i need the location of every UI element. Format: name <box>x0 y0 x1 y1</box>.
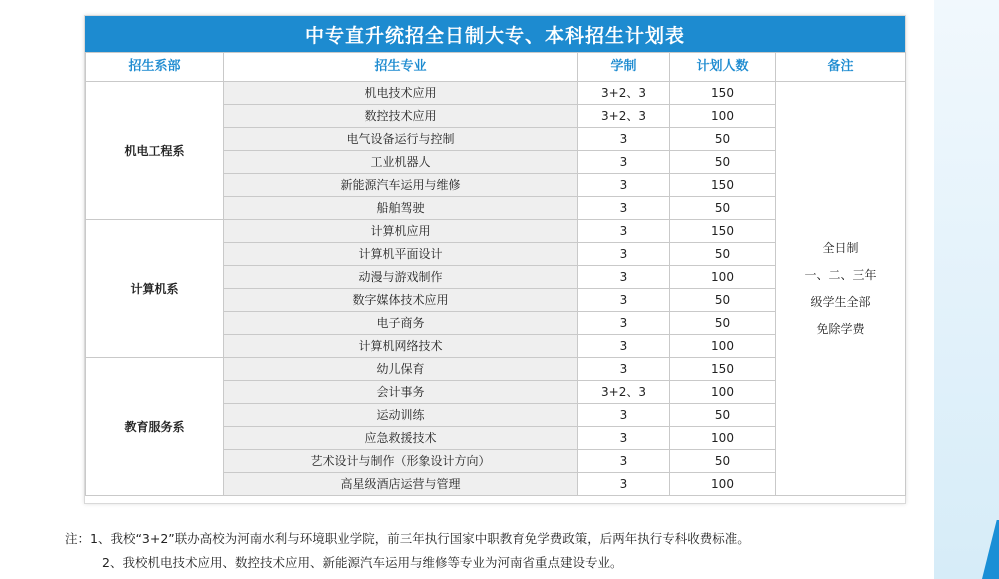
quota-cell: 150 <box>670 358 776 381</box>
quota-cell: 100 <box>670 381 776 404</box>
major-cell: 高星级酒店运营与管理 <box>224 473 578 496</box>
dept-cell: 计算机系 <box>86 220 224 358</box>
dept-cell: 教育服务系 <box>86 358 224 496</box>
duration-cell: 3 <box>578 473 670 496</box>
duration-cell: 3 <box>578 335 670 358</box>
quota-cell: 50 <box>670 289 776 312</box>
major-cell: 工业机器人 <box>224 151 578 174</box>
quota-cell: 150 <box>670 174 776 197</box>
header-remark: 备注 <box>776 53 906 82</box>
major-cell: 数字媒体技术应用 <box>224 289 578 312</box>
footnote-1: 注：1、我校“3+2”联办高校为河南水利与环境职业学院，前三年执行国家中职教育免学费政策，后两年执行专科收费标准。 <box>65 531 750 546</box>
duration-cell: 3 <box>578 450 670 473</box>
duration-cell: 3 <box>578 427 670 450</box>
major-cell: 计算机应用 <box>224 220 578 243</box>
duration-cell: 3+2、3 <box>578 381 670 404</box>
duration-cell: 3 <box>578 151 670 174</box>
remark-line: 一、二、三年 <box>804 267 877 282</box>
major-cell: 新能源汽车运用与维修 <box>224 174 578 197</box>
major-cell: 幼儿保育 <box>224 358 578 381</box>
quota-cell: 50 <box>670 243 776 266</box>
quota-cell: 150 <box>670 82 776 105</box>
table-body <box>86 82 906 496</box>
quota-cell: 50 <box>670 404 776 427</box>
enrollment-table <box>85 52 906 496</box>
quota-cell: 50 <box>670 151 776 174</box>
duration-cell: 3+2、3 <box>578 82 670 105</box>
remark-cell <box>776 82 906 496</box>
major-cell: 动漫与游戏制作 <box>224 266 578 289</box>
duration-cell: 3+2、3 <box>578 105 670 128</box>
major-cell: 会计事务 <box>224 381 578 404</box>
table-title: 中专直升统招全日制大专、本科招生计划表 <box>85 16 905 52</box>
duration-cell: 3 <box>578 266 670 289</box>
header-dept: 招生系部 <box>86 53 224 82</box>
quota-cell: 100 <box>670 266 776 289</box>
quota-cell: 100 <box>670 473 776 496</box>
right-decor-band <box>934 0 999 579</box>
major-cell: 电气设备运行与控制 <box>224 128 578 151</box>
duration-cell: 3 <box>578 289 670 312</box>
duration-cell: 3 <box>578 128 670 151</box>
quota-cell: 100 <box>670 335 776 358</box>
major-cell: 船舶驾驶 <box>224 197 578 220</box>
duration-cell: 3 <box>578 220 670 243</box>
major-cell: 计算机网络技术 <box>224 335 578 358</box>
remark-line: 免除学费 <box>816 321 865 336</box>
table-row <box>86 82 906 105</box>
duration-cell: 3 <box>578 404 670 427</box>
major-cell: 机电技术应用 <box>224 82 578 105</box>
major-cell: 艺术设计与制作（形象设计方向） <box>224 450 578 473</box>
major-cell: 计算机平面设计 <box>224 243 578 266</box>
duration-cell: 3 <box>578 197 670 220</box>
footnotes <box>65 527 945 575</box>
header-row <box>86 53 906 82</box>
major-cell: 运动训练 <box>224 404 578 427</box>
header-quota: 计划人数 <box>670 53 776 82</box>
duration-cell: 3 <box>578 243 670 266</box>
remark-line: 全日制 <box>822 240 859 255</box>
quota-cell: 50 <box>670 197 776 220</box>
header-duration: 学制 <box>578 53 670 82</box>
header-major: 招生专业 <box>224 53 578 82</box>
duration-cell: 3 <box>578 174 670 197</box>
major-cell: 应急救援技术 <box>224 427 578 450</box>
dept-cell: 机电工程系 <box>86 82 224 220</box>
quota-cell: 50 <box>670 450 776 473</box>
quota-cell: 150 <box>670 220 776 243</box>
quota-cell: 100 <box>670 427 776 450</box>
major-cell: 电子商务 <box>224 312 578 335</box>
duration-cell: 3 <box>578 358 670 381</box>
duration-cell: 3 <box>578 312 670 335</box>
major-cell: 数控技术应用 <box>224 105 578 128</box>
quota-cell: 100 <box>670 105 776 128</box>
enrollment-plan-sheet <box>84 15 906 504</box>
quota-cell: 50 <box>670 312 776 335</box>
remark-line: 级学生全部 <box>810 294 871 309</box>
quota-cell: 50 <box>670 128 776 151</box>
footnote-2: 2、我校机电技术应用、数控技术应用、新能源汽车运用与维修等专业为河南省重点建设专业。 <box>102 555 623 570</box>
